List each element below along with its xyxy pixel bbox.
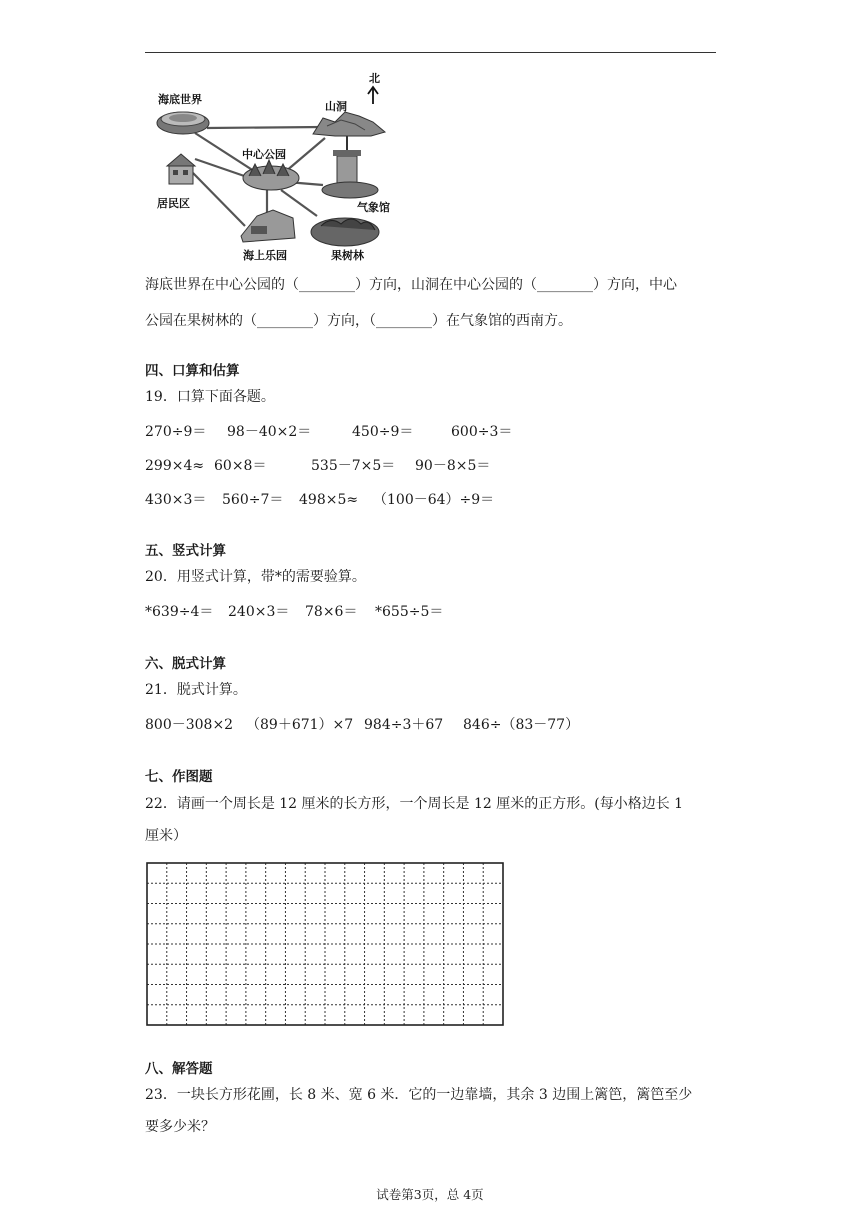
header-rule (145, 52, 716, 53)
label-sea-park: 海上乐园 (243, 249, 287, 262)
q20-item: 240×3＝ (228, 604, 290, 620)
q19-item: 498×5≈ (299, 492, 359, 508)
label-weather-station: 气象馆 (357, 201, 390, 214)
q19-prompt: 19．口算下面各题。 (145, 389, 275, 405)
label-seafloor-world: 海底世界 (158, 93, 202, 106)
label-central-park: 中心公园 (242, 148, 286, 161)
q20-item: *655÷5＝ (375, 604, 444, 620)
q19-item: 60×8＝ (214, 458, 267, 474)
q22-line2: 厘米） (145, 828, 187, 844)
q20-item: *639÷4＝ (145, 604, 214, 620)
section7-heading: 七、作图题 (145, 769, 213, 785)
q19-item: 535－7×5＝ (311, 458, 396, 474)
q21-item: （89＋671）×7 (246, 717, 354, 733)
q19-item: 600÷3＝ (451, 424, 513, 440)
seafloor-world-icon (157, 112, 209, 134)
direction-map (145, 66, 390, 262)
q20-prompt: 20．用竖式计算，带*的需要验算。 (145, 569, 366, 585)
q21-item: 800－308×2 (145, 717, 234, 733)
q23-line2: 要多少米？ (145, 1119, 215, 1135)
q18-line1: 海底世界在中心公园的（________）方向，山洞在中心公园的（________）方向，中心 (145, 277, 677, 293)
q19-row-3 (145, 490, 494, 510)
q22-line1: 22．请画一个周长是 12 厘米的长方形，一个周长是 12 厘米的正方形。(每小格边长 1 (145, 796, 684, 812)
q19-row-2 (145, 456, 490, 476)
label-mountain-cave: 山洞 (325, 100, 347, 113)
q19-row-1 (145, 422, 512, 442)
q19-item: 430×3＝ (145, 492, 207, 508)
q20-item: 78×6＝ (305, 604, 358, 620)
q19-item: 450÷9＝ (352, 424, 414, 440)
q21-prompt: 21．脱式计算。 (145, 682, 247, 698)
section4-heading: 四、口算和估算 (145, 363, 240, 379)
page-footer: 试卷第3页，总 4页 (376, 1187, 484, 1202)
square-grid (146, 862, 504, 1026)
label-residential: 居民区 (157, 197, 190, 210)
label-orchard: 果树林 (331, 249, 364, 262)
q19-item: 98－40×2＝ (227, 424, 312, 440)
orchard-icon (311, 218, 379, 246)
q19-item: 299×4≈ (145, 458, 205, 474)
q19-item: （100－64）÷9＝ (373, 492, 495, 508)
q21-item: 846÷（83－77） (463, 717, 580, 733)
q23-line1: 23．一块长方形花圃，长 8 米、宽 6 米．它的一边靠墙，其余 3 边围上篱笆，篱笆至少 (145, 1087, 693, 1103)
q21-row (145, 715, 579, 735)
q21-item: 984÷3＋67 (364, 717, 444, 733)
north-label: 北 (369, 72, 380, 85)
q18-line2: 公园在果树林的（________）方向，（________）在气象馆的西南方。 (145, 313, 572, 329)
q19-item: 90－8×5＝ (415, 458, 491, 474)
q19-item: 560÷7＝ (222, 492, 284, 508)
section5-heading: 五、竖式计算 (145, 543, 226, 559)
q20-row (145, 602, 443, 622)
q19-item: 270÷9＝ (145, 424, 207, 440)
section6-heading: 六、脱式计算 (145, 656, 226, 672)
section8-heading: 八、解答题 (145, 1061, 213, 1077)
